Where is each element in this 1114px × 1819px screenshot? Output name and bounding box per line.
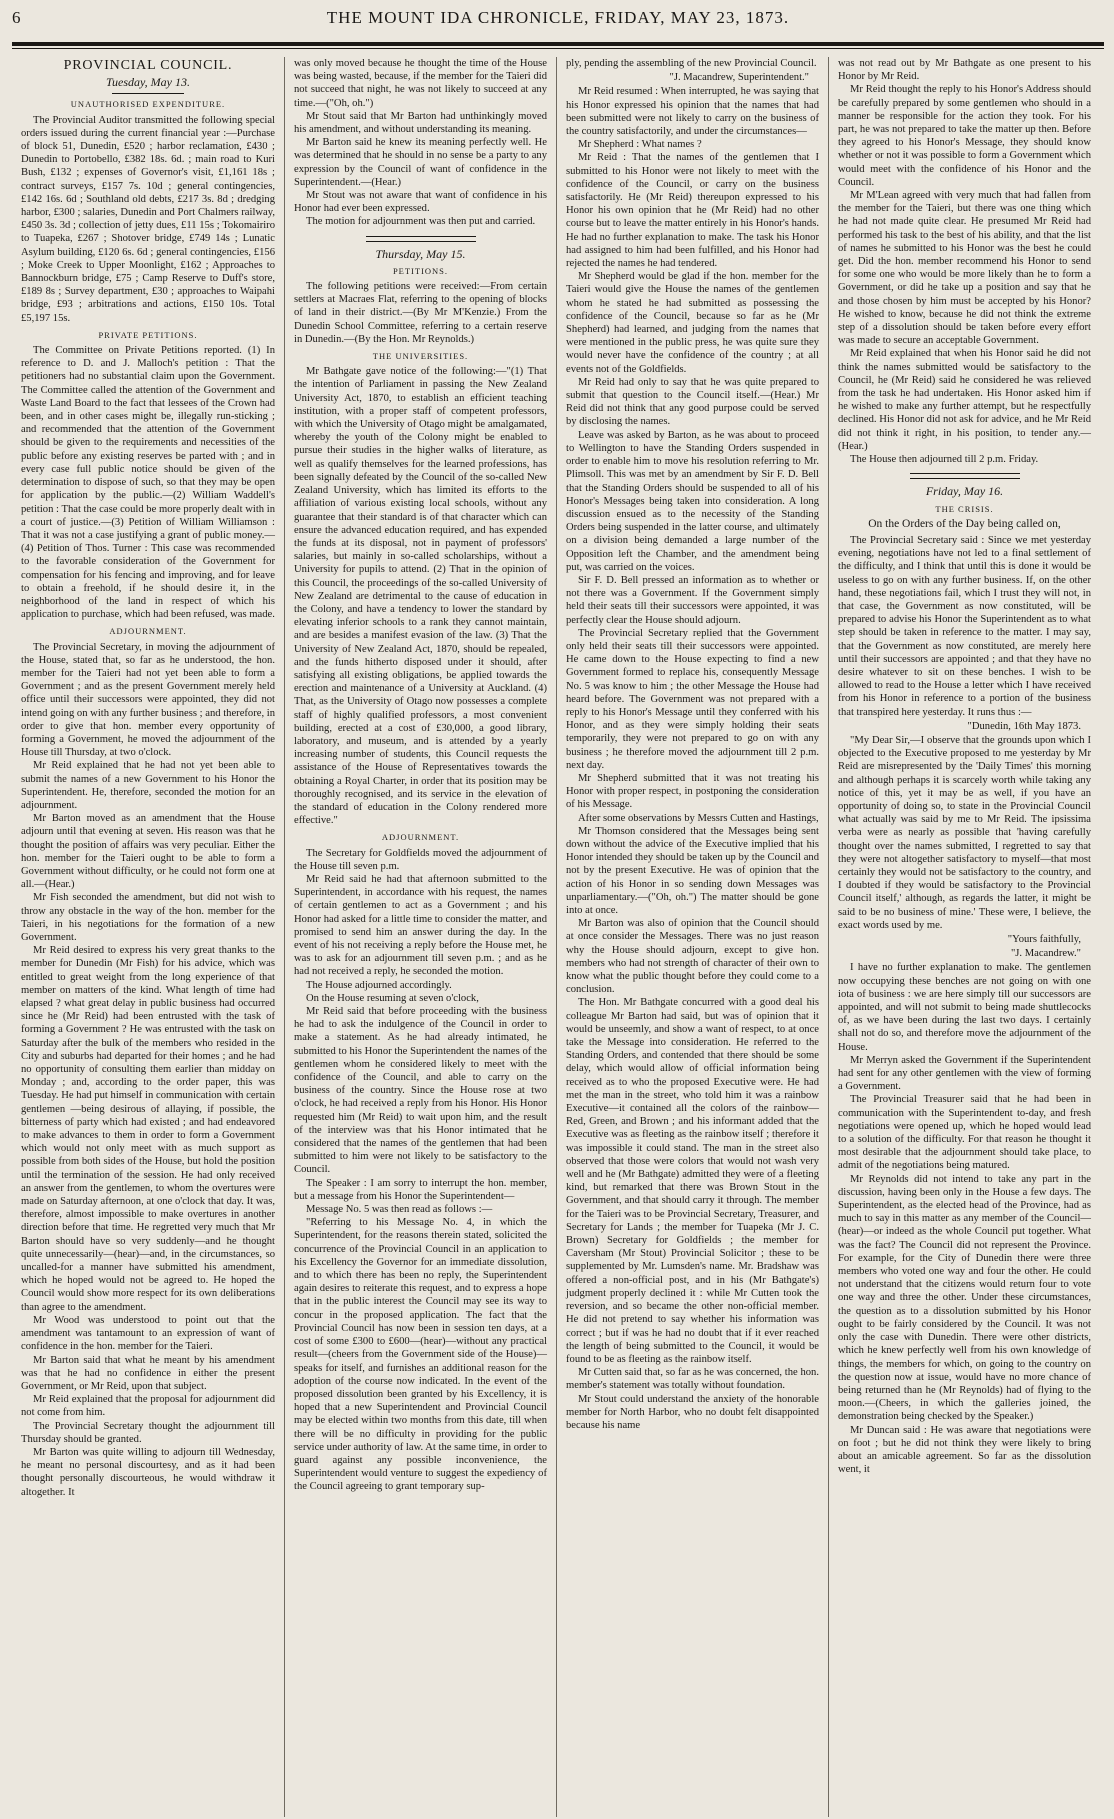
paragraph: The Provincial Secretary replied that the Government only held their seats till their successors were appointed. He came down to the House expecting to find a new Government formed to replace his, consequently Message No. 5 was know to him ; the other Message the House had heard before. The Government was not prepared with a reply to his Honor's Message until they conferred with his Honor, and as they were simply holding their seats temporarily, they were not prepared to go on with any business ; he therefore moved the adjournment till 2 p.m. next day. — [566, 627, 819, 771]
signature-line: "Yours faithfully, — [1007, 934, 1081, 945]
paragraph: I have no further explanation to make. The gentlemen now occupying these benches are not going on with one iota of business : we are here simply till our successors are appointed, and will not submit to being made shuttlecocks of, as we have been during the last two days. I certainly shall not do so, and therefore move the adjournment of the House. — [838, 962, 1091, 1053]
paragraph: Message No. 5 was then read as follows :— — [306, 1204, 493, 1216]
paragraph: Mr Reid explained that when his Honor said he did not think the names submitted would be satisfactory to the Council, he (Mr Reid) said he considered he was relieved from the task he had undertaken. His Honor asked him if he wished to make any further attempt, but he respectfully declined. His Honor did not ask for advice, and he Mr Reid did not think it right, in his position, to tender any.—(Hear.) — [838, 348, 1091, 452]
paragraph: Mr Reid explained that he had not yet been able to submit the names of a new Government to his Honor the Superintendent. He, therefore, seconded the motion for an adjournment. — [21, 760, 275, 811]
paragraph: Mr Merryn asked the Government if the Superintendent had sent for any other gentlemen with the view of forming a Government. — [838, 1054, 1091, 1093]
column-1 — [12, 57, 284, 1817]
subheading: UNAUTHORISED EXPENDITURE. — [70, 99, 226, 110]
paragraph: Mr Shepherd : What names ? — [578, 139, 702, 151]
paragraph: Mr Reid : That the names of the gentlemen that I submitted to his Honor were not likely to meet with the confidence of the Council, or carry on the business satisfactorily. He (Mr Reid) thereupon expressed to his Honor his own opinion that he (Mr Reid) had no other course but to leave the matter entirely in his Honor's hands. He had no further explanation to make. The task his Honor had assigned to him had been fulfilled, and his Honor had rejected the names he had tendered. — [566, 152, 819, 270]
subheading: ADJOURNMENT. — [109, 626, 187, 637]
lead-line: On the Orders of the Day being called on, — [868, 517, 1061, 530]
paragraph: Sir F. D. Bell pressed an information as to whether or not there was a Government. If the Government simply held their seats till their successors were appointed, it was perfectly clear the House should adjourn. — [566, 574, 819, 626]
section-title: PROVINCIAL COUNCIL. — [63, 58, 233, 73]
column-2 — [284, 57, 556, 1817]
subheading: THE UNIVERSITIES. — [372, 351, 469, 362]
paragraph: Mr Reid explained that the proposal for adjournment did not come from him. — [21, 1394, 275, 1419]
date-heading: Tuesday, May 13. — [106, 75, 190, 90]
paragraph: The Secretary for Goldfields moved the adjournment of the House till seven p.m. — [294, 847, 547, 872]
paragraph: Mr M'Lean agreed with very much that had fallen from the member for the Taieri, but there was one thing which he had not made quite clear. He presumed Mr Reid had performed his task to the best of his ability, and that the list of names he submitted to his Honor was the best he could get. Did the hon. member recommend his Honor to send for some one who would be more likely than he to form a Government, or did he take up a position and say that he and those chosen by him must be accepted by his Honor? He wished to know, because he did not think the extreme step of a dissolution should be taken before every effort was made to secure an acceptable Government. — [838, 190, 1091, 347]
paragraph: After some observations by Messrs Cutten and Hastings, — [578, 812, 819, 824]
header-rule-thin — [12, 48, 1104, 49]
paragraph: The Provincial Secretary thought the adjournment till Thursday should be granted. — [21, 1420, 275, 1445]
paragraph: The Hon. Mr Bathgate concurred with a good deal his colleague Mr Barton had said, but was of opinion that it would be unseemly, and show a want of respect, to at once take the Message into consideration. He referred to the Standing Orders, and contended that there should be some delay, which would allow of official information being received as to who the proposed Executive were. He had met the man in the street, who told him it was a rainbow Executive—it contained all the colors of the rainbow—Red, Green, and Brown ; and his informant added that the Executive was as fleeting as the rainbow itself ; therefore it was impossible it could stand. The man in the street also observed that those were colors that would not wash very well and he (Mr Bathgate) admitted they were of a fleeting kind, but remarked that there was Brown Stout in the Government, and that should carry it through. The member for the Taieri was to be Provincial Secretary, Treasurer, and Secretary for Lands ; the member for Tuapeka (Mr J. C. Brown) Secretary for Goldfields ; the member for Caversham (Mr Stout) Provincial Solicitor ; these to be supplemented by Mr. Lumsden's name. Mr. Bradshaw was offered a non-official post, and in his (Mr Bathgate's) judgment properly declined it : while Mr Cutten took the reversion, and so became the other non-official member. He did not pretend to say whether his information was correct ; but if was he had no doubt that if it ever reached the length of being submitted to the Council, it would be found to be as fleeting as the rainbow itself. — [566, 997, 819, 1365]
paragraph: Mr Barton said that what he meant by his amendment was that he had no confidence in either the present Government, or Mr Reid, upon that subject. — [21, 1354, 275, 1392]
article-columns — [12, 57, 1104, 1817]
column-3 — [556, 57, 828, 1817]
signature-line: "Dunedin, 16th May 1873. — [967, 720, 1081, 732]
paragraph: Mr Wood was understood to point out that the amendment was tantamount to an expression of want of confidence in the hon. member for the Taieri. — [21, 1314, 275, 1353]
paragraph: Mr Shepherd submitted that it was not treating his Honor with proper respect, in postponing the consideration of his Message. — [566, 772, 819, 811]
subheading: THE CRISIS. — [935, 503, 994, 514]
paragraph: The Speaker : I am sorry to interrupt the hon. member, but a message from his Honor the Superintendent— — [294, 1177, 547, 1202]
paragraph: Mr Reynolds did not intend to take any part in the discussion, having been only in the House a few days. The Superintendent, as the elected head of the Province, had as much to say in this matter as any member of the Council—(hear)—or indeed as the whole Council put together. What was the fact? The Council did not represent the Province. For example, for the City of Dunedin there were three members who voted one way and four the other. He could not understand that the citizens would return four to vote one way and three the other. Under these circumstances, the question as to a dissolution submitted by his Honor ought to be fairly considered by the Council. It was not only the case with Dunedin. There were other districts, which he knew perfectly well from his own knowledge of things, the members for which, on going to the country on the question now at issue, would have no more chance of being returned than he (Mr Reynolds) had of flying to the moon.—(Cheers, in which the galleries joined, the demonstration being checked by the Speaker.) — [838, 1173, 1091, 1423]
paragraph: Mr Stout could understand the anxiety of the honorable member for North Harbor, who no doubt felt disappointed because his name — [566, 1393, 819, 1431]
header-rule — [12, 42, 1104, 46]
paragraph: Mr Stout was not aware that want of confidence in his Honor had ever been expressed. — [294, 190, 547, 215]
paragraph: Mr Reid resumed : When interrupted, he was saying that his Honor expressed his opinion that the names that had been submitted were not likely to carry on the business of the country satisfactorily, and under the circumstances— — [566, 86, 819, 138]
subheading: ADJOURNMENT. — [381, 832, 460, 843]
signature-line: "J. Macandrew." — [1010, 948, 1081, 960]
paragraph: The Provincial Auditor transmitted the following special orders issued during the current financial year :—Purchase of block 51, Dunedin, £520 ; harbor reclamation, £430 ; Dunedin to Portobello, £382 18s. 6d. ; main road to Kuri Bush, £132 ; expenses of Governor's visit, £1,161 18s ; contract surveys, £157 7s. 10d ; general contingencies, £142 16s. 6d ; Southland old debts, £217 3s. 8d ; dredging harbor, £300 ; salaries, Dunedin and Port Chalmers railway, £450 3s. 3d ; collection of jetty dues, £11 15s ; Tokomairiro to Tuapeka, £267 ; Shotover bridge, £749 14s ; Lunatic Asylum building, £120 6s. 6d ; general contingencies, £156 ; Moke Creek to Upper Moonlight, £162 ; Approaches to Bannockburn bridge, £75 ; Camp Reserve to Duff's store, £189 8s ; Survey department, £30 ; approaches to Waipahi bridge, £93 ; arbitrations and actions, £150 10s. Total £5,197 15s. — [21, 114, 275, 324]
paragraph: Mr Reid desired to express his very great thanks to the member for Dunedin (Mr Fish) for his advice, which was entitled to great weight from the long experience of that member on matters of the kind. What length of time had elapsed ? what great delay in public business had occurred since he (Mr Reid) had been entrusted with the task of forming a Government ? He was entrusted with the task on Saturday after the bulk of the members who resided in the City and suburbs had departed for their homes ; and he had no opportunity of consulting them earlier than midday on Monday ; and, according to the order paper, this was Tuesday. He had put himself in communication with certain gentlemen —being desirous of allaying, if possible, the bitterness of party which had existed ; and had endeavored to make advances to them in order to form a Government which would not only meet with as much support as possible from both sides of the House, but hold the position until the termination of the session. He had only received an answer from the gentlemen, to whom the overtures were made on Saturday afternoon, at one o'clock that day. It was, therefore, almost impossible to make overtures in another direction before that time. He regretted very much that Mr Barton should have so very suddenly—and he thought quite unnecessarily—(hear)—and, in the circumstances, so uncalled-for a manner have submitted his amendment, which he hoped would not be agreed to. He hoped the Council would show more respect for its own deliberations than agree to the amendment. — [21, 945, 275, 1313]
subheading: PRIVATE PETITIONS. — [98, 329, 198, 340]
paragraph: Mr Barton was also of opinion that the Council should at once consider the Messages. There was no just reason why the House should adjourn, except to give hon. members who had not strength of character of their own to know what the public thought before they could come to a conclusion. — [566, 918, 819, 996]
paragraph: Mr Barton was quite willing to adjourn till Wednesday, he meant no personal discourtesy, and as it had been thought personally discourteous, he would withdraw it altogether. It — [21, 1446, 275, 1498]
signature-line: "J. Macandrew, Superintendent." — [669, 72, 809, 84]
column-4 — [828, 57, 1100, 1817]
masthead — [12, 8, 1104, 34]
page-number: 6 — [12, 8, 21, 27]
paragraph-continued: was only moved because he thought the time of the House was being wasted, because, if the member for the Taieri did not succeed that night, he was not likely to succeed at any time.—("Oh, oh.") — [294, 58, 547, 109]
section-rule — [112, 93, 184, 94]
date-heading: Friday, May 16. — [925, 484, 1004, 499]
paragraph: The Committee on Private Petitions reported. (1) In reference to D. and J. Malloch's petition : That the petitioners had no substantial claim upon the Government. The Committee called the attention of the Government and Waste Land Board to the fact that lessees of the Crown had been, and in other cases might be, illegally run-sticking ; and recommended that the attention of the Government should be given to the requirements and necessities of the public before any existing reserves be parted with ; and in every case full public notice should be given of the determination to dispose of such, so that they may be open for application by the public.—(2) William Waddell's petition : That the case could be more properly dealt with in a court of justice.—(3) Petition of William Williamson : That it was not a case justifying a grant of public money.—(4) Petition of Thos. Turner : This case was recommended to the favorable consideration of the Government for compensation for his fencing and improving, and for leave to obtain a freehold, if he should desire it, in the neighborhood of the land in respect of which his application to purchase, which had been refused, was made. — [21, 345, 275, 621]
paragraph: The House then adjourned till 2 p.m. Friday. — [850, 454, 1039, 466]
paragraph: Mr Thomson considered that the Messages being sent down without the advice of the Executive implied that his Honor intended they should be taken up by the Council and not by the present Executive. He was of opinion that the action of his Honor in so sending down Messages was unparliamentary.—("Oh, oh.") The matter should be gone into at once. — [566, 825, 819, 916]
paragraph: Mr Reid thought the reply to his Honor's Address should be carefully prepared by some gentlemen who should in a manner be responsible for the action they took. For his part, he was not prepared to take the matter up then. Before they agreed to his Honor's Message, they should know whether or not it was possible to form a Government which would meet with the confidence of his Honor and the Council. — [838, 84, 1091, 188]
section-divider — [910, 473, 1020, 479]
paragraph: Leave was asked by Barton, as he was about to proceed to Wellington to have the Standing Orders suspended in order to enable him to move his resolution referring to Mr. Plimsoll. This was met by an amendment by Sir F. D. Bell that the Standing Orders should be suspended to all of his Honor's Messages being taken into consideration. A long discussion ensued as to the necessity of the Standing Orders being suspended in the latter course, and ultimately on a division being demanded a large number of the Opposition left the Chamber, and the amendment being put, was carried on the voices. — [566, 429, 819, 573]
paragraph: Mr Reid said he had that afternoon submitted to the Superintendent, in accordance with his request, the names of certain gentlemen to act as a Government ; and his Honor had asked for a little time to consider the matter, and promised to send him an answer during the day. In the event of his not receiving a reply before the House met, he was to ask for an adjournment till seven p.m. ; and as he had not received a reply, he seconded the motion. — [294, 873, 547, 978]
paragraph: Mr Reid said that before proceeding with the business he had to ask the indulgence of the Council in order to make a statement. As he had already intimated, he submitted to his Honor the Superintendent the names of the gentlemen whom he considered likely to meet with the confidence of the Council, and able to carry on the business of the country. Since the House rose at two o'clock, he had received a reply from his Honor. His Honor requested him (Mr Reid) to wait upon him, and the result of the interview was that his Honor intimated that he considered that the names of the gentlemen that had been submitted to him were not likely to be satisfactory to the Council. — [294, 1006, 547, 1176]
paragraph: The House adjourned accordingly. — [306, 979, 452, 991]
date-heading: Thursday, May 15. — [375, 246, 466, 261]
paragraph: Mr Shepherd would be glad if the hon. member for the Taieri would give the House the names of the gentlemen whom he stated he had submitted as possessing the confidence of the Council, because so far as he (Mr Shepherd) had learned, and judging from the names that were mentioned in the public press, he was quite sure they would never have the confidence of the country ; at all events not of the Goldfields. — [566, 271, 819, 375]
paragraph: Mr Duncan said : He was aware that negotiations were on foot ; but he did not think they were likely to bring about an amicable agreement. So far as the dissolution went, it — [838, 1424, 1091, 1476]
paragraph: On the House resuming at seven o'clock, — [306, 992, 479, 1004]
paragraph-continued: was not read out by Mr Bathgate as one present to his Honor by Mr Reid. — [838, 58, 1091, 83]
paragraph: The following petitions were received:—From certain settlers at Macraes Flat, referring to the opening of blocks of land in their district.—(By Mr M'Kenzie.) From the Dunedin School Committee, referring to a certain reserve in Dunedin.—(By the Hon. Mr Reynolds.) — [294, 281, 547, 345]
paragraph: Mr Bathgate gave notice of the following:—"(1) That the intention of Parliament in passing the New Zealand University Act, 1870, to establish an efficient teaching institution, with a proper staff of competent professors, with which the University of Otago might be amalgamated, whereby the youth of the Colony might be enabled to pursue their studies in the higher walks of literature, as well as qualify themselves for the learned professions, has been signally defeated by the Council of the so-called New Zealand University, which has limited its efforts to the affiliation of various existing local schools, without any guarantee that their standard is of that character which can ensure the advanced education required, and has expended the funds at its disposal, not in payment of professors' salaries, but mainly in so-called scholarships, without a University for pupils to attend. (2) That in the opinion of this Council, the proceedings of the so-called University of New Zealand are detrimental to the cause of education in the Colony, and have a tendency to lower the standard by elevating inferior schools to a rank they cannot maintain, and are besides a manifest evasion of the law. (3) That the University of New Zealand Act, 1870, should be repealed, and the funds hitherto disposed under it should, after satisfying all existing obligations, be applied towards the erection and maintenance of a University at Auckland. (4) That, as the University of Otago now possesses a complete staff of highly qualified professors, a most convenient building, erected at a cost of £30,000, a good library, laboratory, and museum, and is attended by a yearly increasing number of students, this Council requests the assistance of the House of Representatives towards the obtaining a Royal Charter, in order that its position may be thoroughly recognised, and its service in the elevation of the standard of education in the Colony rendered more effective." — [294, 366, 547, 827]
paragraph: The Provincial Secretary said : Since we met yesterday evening, negotiations have not led to a final settlement of the difficulty, and I think that until this is done it would be useless to go on with any further business. If, on the other hand, these negotiations fail, which I trust they will not, in that case, the Government as now constituted, will be prepared to advise his Honor the Superintendent as to what step should be taken in reference to the matter. I may say, that the Government as now constituted, are merely here until their successors are appointed ; and that they have no desire whatever to sit on these benches. I wish to be allowed to read to the House a letter which I have received from his Honor in reference to a portion of the business that transpired here yesterday. It runs thus :— — [838, 534, 1091, 718]
paragraph: Mr Cutten said that, so far as he was concerned, the hon. member's statement was totally without foundation. — [566, 1367, 819, 1392]
paragraph: The Provincial Secretary, in moving the adjournment of the House, stated that, so far as he understood, the hon. member for the Taieri had not yet been able to form a Government ; and as the present Government merely held office until their successors were appointed, they did not intend going on with any further business ; and therefore, in order to give that hon. member every opportunity of forming a Government, he moved the adjournment of the House till Thursday, at two o'clock. — [21, 641, 275, 759]
paragraph-continued: ply, pending the assembling of the new Provincial Council. — [566, 58, 817, 69]
section-divider — [366, 236, 476, 242]
subheading: PETITIONS. — [392, 265, 449, 276]
paragraph: Mr Reid had only to say that he was quite prepared to submit that question to the Council itself.—(Hear.) Mr Reid did not think that any good purpose could be served by disclosing the names. — [566, 376, 819, 428]
paragraph: Mr Barton moved as an amendment that the House adjourn until that evening at seven. His reason was that he thought the position of affairs was very peculiar. Either the hon. member for the Taieri ought to be able to form a Government without difficulty, or he could not form one at all.—(Hear.) — [21, 813, 275, 891]
paragraph: "Referring to his Message No. 4, in which the Superintendent, for the reasons therein stated, solicited the concurrence of the Provincial Council in an application to his Excellency the Governor for an immediate dissolution, and to which there has been no reply, the Superintendent again desires to reiterate this request, and to express a hope that in the public interest the Council may see its way to concur in the proposed application. The fact that the Provincial Council has now been in session ten days, at a cost of some £300 to £600—(hear)—without any practical result—(cheers from the Government side of the House)—speaks for itself, and furnishes an additional reason for the adoption of the course now indicated. In the event of the proposed dissolution been granted by his Excellency, it is hoped that a new Superintendent and Provincial Council may be elected within two months from this date, till when there will be no difficulty in providing for the public service under authority of law. At the same time, in order to guard against any possible inconvenience, the Superintendent would venture to suggest the expediency of the Council agreeing to grant temporary sup- — [294, 1217, 547, 1493]
newspaper-title: THE MOUNT IDA CHRONICLE, FRIDAY, MAY 23, 1873. — [326, 8, 790, 27]
paragraph: The Provincial Treasurer said that he had been in communication with the Superintendent to-day, and fresh negotiations were opened up, which he hoped would lead to a solution of the difficulty. For that reason he thought it most desirable that the adjournment should take place, to admit of the negotiations being matured. — [838, 1094, 1091, 1172]
paragraph: Mr Barton said he knew its meaning perfectly well. He was determined that he should in no sense be a party to any expression by the Council of want of confidence in the Superintendent.—(Hear.) — [294, 137, 547, 188]
paragraph: Mr Stout said that Mr Barton had unthinkingly moved his amendment, and without understanding its meaning. — [294, 110, 547, 136]
paragraph: The motion for adjournment was then put and carried. — [306, 216, 536, 228]
paragraph: "My Dear Sir,—I observe that the grounds upon which I objected to the Executive proposed to me yesterday by Mr Reid are misrepresented by the 'Daily Times' this morning and although perhaps it is scarcely worth while taking any notice of this, yet it may be as well, if you have an opportunity of doing so, to state in the Provincial Council what actually was said by me to Mr Reid. The ipsissima verba were as nearly as possible that 'having carefully thought over the names submitted, I regretted to say that they were not altogether satisfactory to myself—that most certainly they would not be satisfactory to the country, and I doubted if they would be satisfactory to the Provincial Council itself,' although, as regards the latter, it might be said to be no business of mine.' These were, I believe, the exact words used by me. — [838, 734, 1091, 931]
paragraph: Mr Fish seconded the amendment, but did not wish to throw any obstacle in the way of the hon. member for the Taieri, in his negotiations for the formation of a new Government. — [21, 892, 275, 943]
